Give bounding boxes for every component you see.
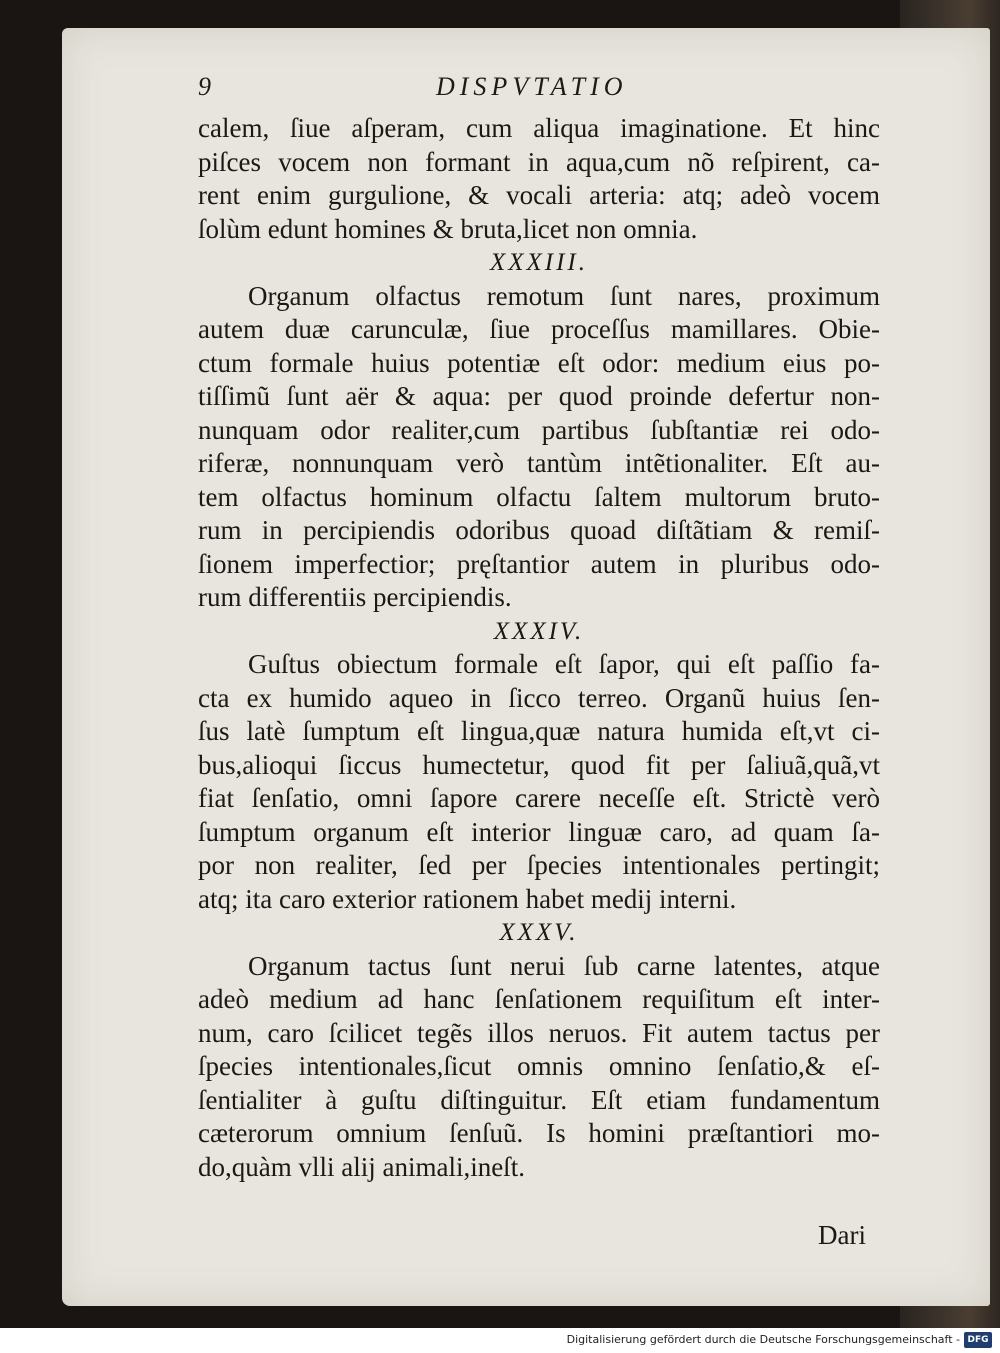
- text-line: cta ex humido aqueo in ſicco terreo. Organũ huius ſen-: [198, 682, 880, 713]
- text-line: tiſſimũ ſunt aër & aqua: per quod proinde defertur non-: [198, 381, 880, 411]
- text-line: rum differentiis percipiendis.: [198, 582, 512, 612]
- text-line: ſpecies intentionales,ſicut omnis omnino ſenſatio,& eſ-: [198, 1051, 880, 1081]
- text-line: ſionem imperfectior; pręſtantior autem in pluribus odo-: [198, 548, 880, 579]
- text-line: num, caro ſcilicet tegẽs illos neruos. Fit autem tactus per: [198, 1017, 880, 1048]
- text-line: fiat ſenſatio, omni ſapore carere neceſſe eſt. Strictè verò: [198, 783, 880, 813]
- text-line: ſus latè ſumptum eſt lingua,quæ natura humida eſt,vt ci-: [198, 716, 880, 746]
- page-header: [198, 72, 888, 104]
- footer-bar: [0, 1328, 1000, 1353]
- text-line: Guſtus obiectum formale eſt ſapor, qui eſt paſſio fa-: [248, 649, 880, 679]
- running-head: DISPVTATIO: [436, 72, 628, 101]
- dfg-logo: DFG: [964, 1332, 992, 1348]
- page-number: 9: [198, 72, 211, 101]
- text-line: cæterorum omnium ſenſuũ. Is homini præſtantiori mo-: [198, 1118, 880, 1148]
- text-line: autem duæ carunculæ, ſiue proceſſus mamillares. Obie-: [198, 314, 880, 344]
- text-line: bus,alioqui ſiccus humectetur, quod fit per ſaliuã,quã,vt: [198, 749, 880, 780]
- funding-credit: Digitalisierung gefördert durch die Deutsche Forschungsgemeinschaft -: [566, 1333, 960, 1346]
- text-line: ſolùm edunt homines & bruta,licet non omnia.: [198, 213, 698, 244]
- catchword: Dari: [818, 1220, 866, 1250]
- text-line: piſces vocem non formant in aqua,cum nõ reſpirent, ca-: [198, 146, 880, 177]
- section-heading-34: XXXIV.: [493, 617, 585, 645]
- text-line: ſentialiter à guſtu diſtinguitur. Eſt etiam fundamentum: [198, 1084, 880, 1115]
- text-line: riferæ, nonnunquam verò tantùm intẽtionaliter. Eſt au-: [198, 448, 880, 478]
- section-heading-35: XXXV.: [499, 919, 579, 946]
- text-line: calem, ſiue aſperam, cum aliqua imaginatione. Et hinc: [198, 113, 880, 143]
- text-line: tem olfactus hominum olfactu ſaltem multorum bruto-: [198, 481, 880, 512]
- text-line: rum in percipiendis odoribus quoad diſtãtiam & remiſ-: [198, 515, 880, 545]
- text-line: atq; ita caro exterior rationem habet medij interni.: [198, 883, 737, 914]
- text-line: Organum olfactus remotum ſunt nares, proximum: [248, 280, 880, 311]
- text-line: ſumptum organum eſt interior linguæ caro, ad quam ſa-: [198, 816, 880, 847]
- section-heading-33: XXXIII.: [489, 249, 589, 276]
- text-line: Organum tactus ſunt nerui ſub carne latentes, atque: [248, 950, 880, 981]
- text-line: do,quàm vlli alij animali,ineſt.: [198, 1151, 525, 1182]
- body-text: [198, 112, 880, 1184]
- text-line: adeò medium ad hanc ſenſationem requiſitum eſt inter-: [198, 984, 880, 1014]
- text-line: nunquam odor realiter,cum partibus ſubſtantiæ rei odo-: [198, 414, 880, 445]
- text-line: ctum formale huius potentiæ eſt odor: medium eius po-: [198, 347, 880, 378]
- text-line: por non realiter, ſed per ſpecies intentionales pertingit;: [198, 850, 880, 880]
- text-line: rent enim gurgulione, & vocali arteria: atq; adeò vocem: [198, 180, 880, 210]
